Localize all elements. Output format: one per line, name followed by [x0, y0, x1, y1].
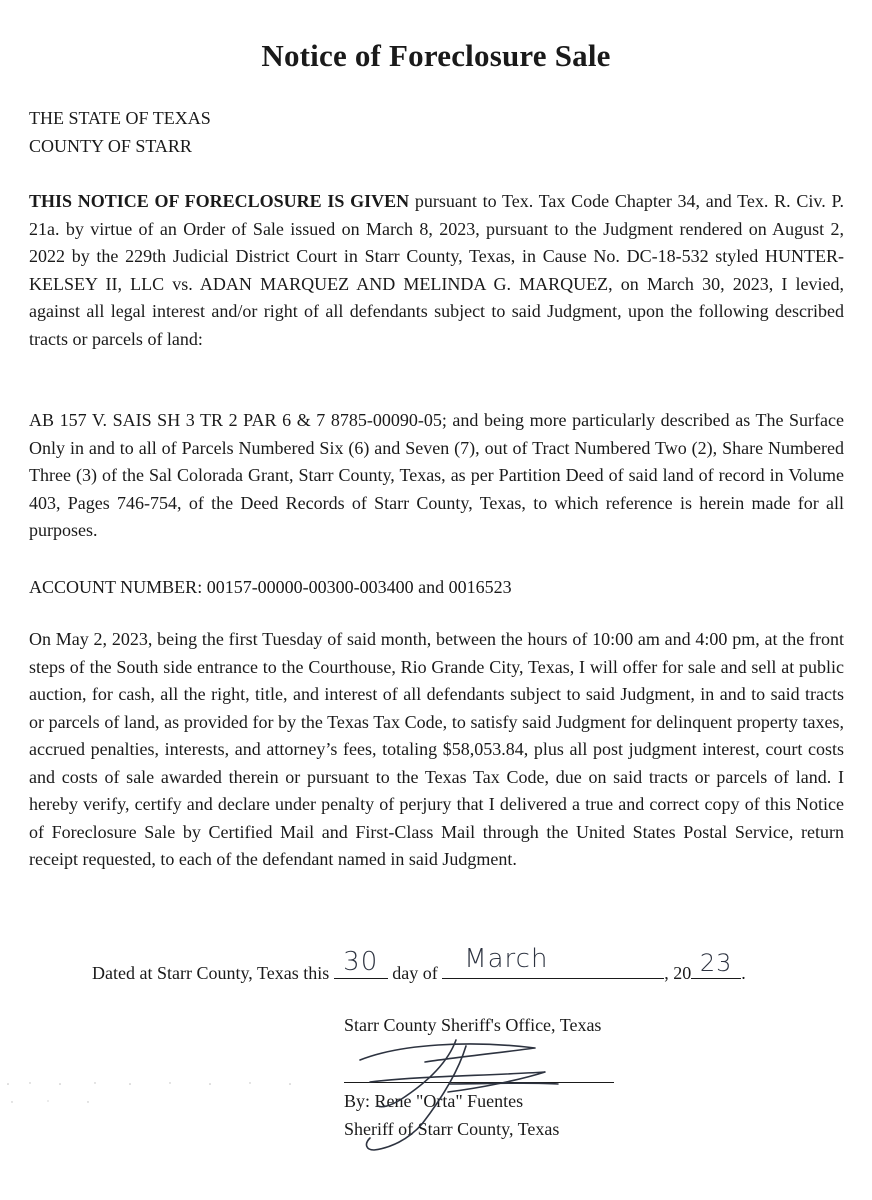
day-handwritten-value: 30 [343, 947, 379, 977]
day-blank [334, 947, 388, 979]
dated-prefix: Dated at Starr County, Texas this [92, 963, 330, 983]
month-blank [442, 944, 664, 979]
signer-name: By: Rene "Orta" Fuentes [344, 1091, 524, 1111]
notice-paragraph-levy-text: pursuant to Tex. Tax Code Chapter 34, and Tex. R. Civ. P. 21a. by virtue of an Order of Sale issued on March 8, 2023, pursuant to the Judgment rendered on August 2, 2022 by the 229th Judicial District Court in Starr County, Texas, in Cause No. DC-18-532 styled HUNTER-KELSEY II, LLC vs. ADAN MARQUEZ AND MELINDA G. MARQUEZ, on March 30, 2023, I levied, against all legal interest and/or right of all defendants subject to said Judgment, upon the following described tracts or parcels of land: [29, 191, 844, 349]
year-blank [691, 949, 741, 979]
sale-terms-paragraph: On May 2, 2023, being the first Tuesday of said month, between the hours of 10:00 am and 4:00 pm, at the front steps of the South side entrance to the Courthouse, Rio Grande City, Texas, I will offer for sale and sell at public auction, for cash, all the right, title, and interest of all defendants subject to said Judgment, in and to said tracts or parcels of land, as provided for by the Texas Tax Code, to satisfy said Judgment for delinquent property taxes, accrued penalties, interests, and attorney’s fees, totaling $58,053.84, plus all post judgment interest, court costs and costs of sale awarded therein or pursuant to the Texas Tax Code, due on said tracts or parcels of land. I hereby verify, certify and declare under penalty of perjury that I delivered a true and correct copy of this Notice of Foreclosure Sale by Certified Mail and First-Class Mail through the United States Postal Service, return receipt requested, to each of the defendant named in said Judgment. [29, 629, 844, 869]
handwritten-signature [330, 1022, 590, 1152]
notice-lead-text: THIS NOTICE OF FORECLOSURE IS GIVEN [29, 191, 410, 211]
property-description-paragraph: AB 157 V. SAIS SH 3 TR 2 PAR 6 & 7 8785-00090-05; and being more particularly described as The Surface Only in and to all of Parcels Numbered Six (6) and Seven (7), out of Tract Numbered Two (2), Share Numbered Three (3) of the Sal Colorada Grant, Starr County, Texas, as per Partition Deed of said land of record in Volume 403, Pages 746-754, of the Deed Records of Starr County, Texas, to which reference is herein made for all purposes. [29, 410, 844, 540]
year-prefix: , 20 [664, 963, 692, 983]
signer-title: Sheriff of Starr County, Texas [344, 1119, 560, 1139]
state-line: THE STATE OF TEXAS [29, 108, 211, 128]
account-number-line: ACCOUNT NUMBER: 00157-00000-00300-003400 and 0016523 [29, 577, 512, 597]
month-handwritten-value: March [464, 944, 549, 974]
notice-paragraph-levy [29, 188, 844, 353]
county-line: COUNTY OF STARR [29, 136, 192, 156]
document-title: Notice of Foreclosure Sale [261, 38, 611, 73]
sheriff-office-name: Starr County Sheriff's Office, Texas [344, 1015, 602, 1035]
dated-suffix: . [741, 963, 746, 983]
year-handwritten-value: 23 [699, 949, 733, 977]
dated-line [92, 944, 746, 984]
jurisdiction-header [29, 104, 211, 160]
scan-artifact-dots [0, 1078, 330, 1108]
day-of-label: day of [392, 963, 438, 983]
